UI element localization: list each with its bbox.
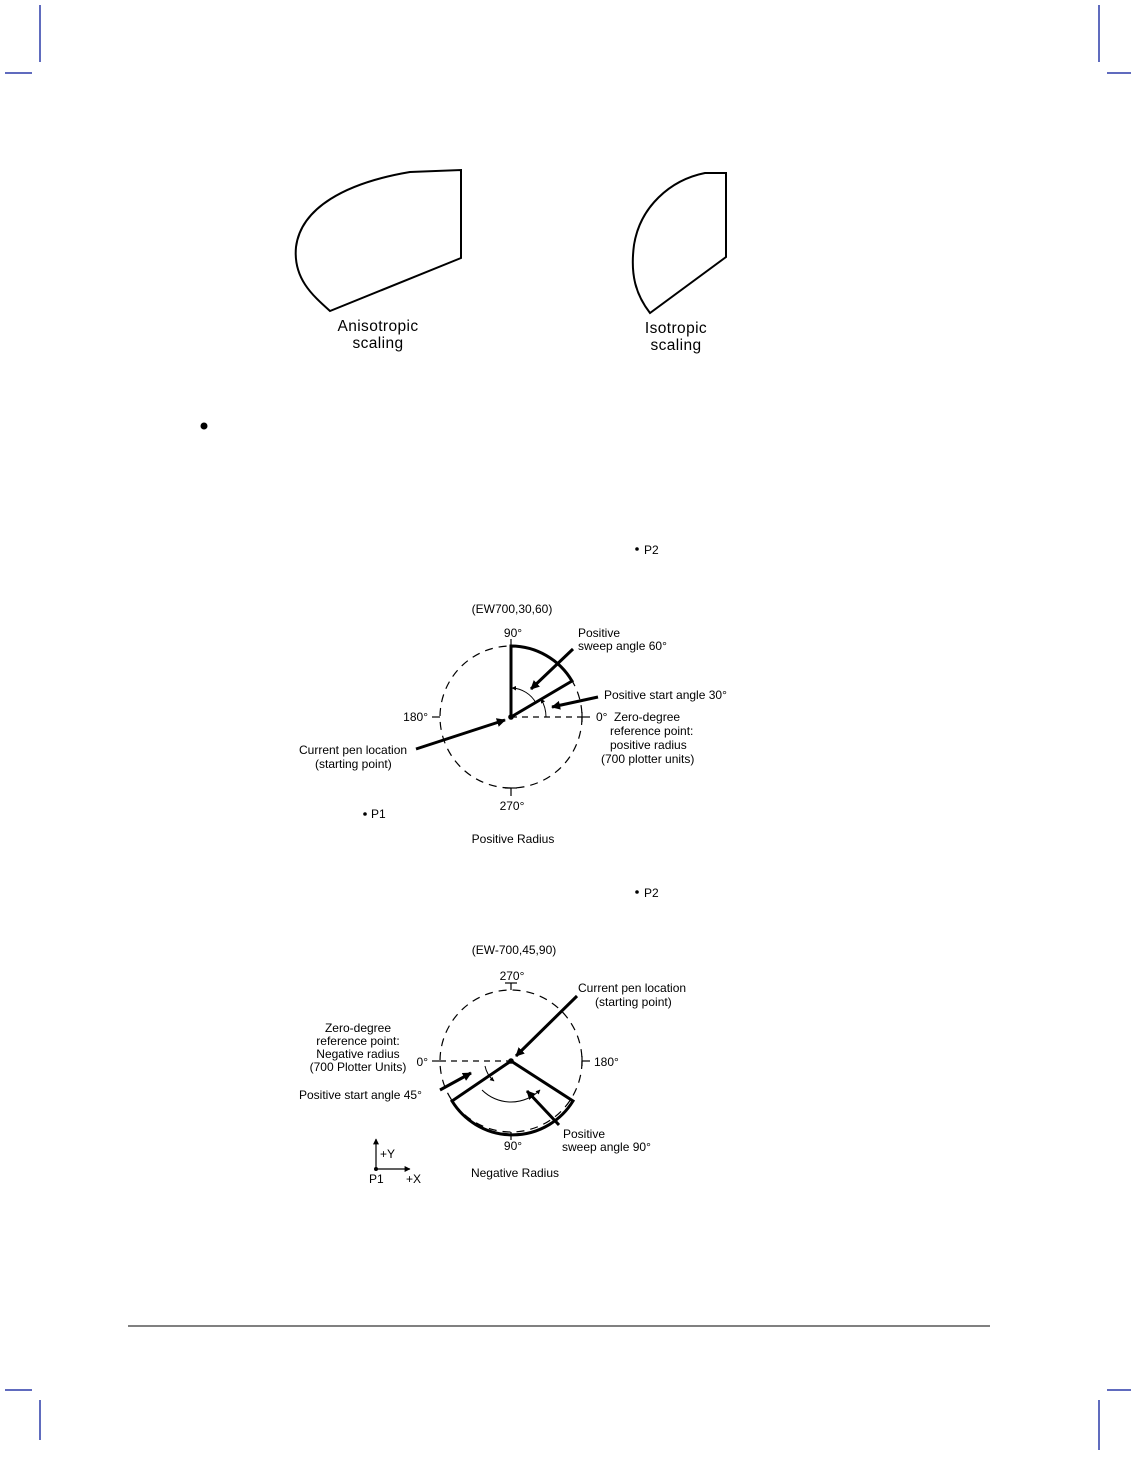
start-arrow bbox=[440, 1073, 471, 1090]
center-point bbox=[508, 714, 514, 720]
zero-ref-line1: Zero-degree bbox=[614, 710, 681, 724]
axes-indicator bbox=[369, 1139, 421, 1186]
figure-positive-radius bbox=[299, 543, 727, 846]
pen-location-line1: Current pen location bbox=[578, 981, 687, 995]
p2-point bbox=[635, 547, 639, 551]
angle-270-label: 270° bbox=[499, 969, 525, 983]
angle-90-label: 90° bbox=[503, 626, 523, 640]
angle-180-label: 180° bbox=[594, 1055, 619, 1069]
angle-180-label: 180° bbox=[403, 710, 428, 724]
isotropic-label-line2: scaling bbox=[650, 337, 702, 354]
caption-negative-radius: Negative Radius bbox=[470, 1166, 560, 1180]
caption-positive-radius: Positive Radius bbox=[471, 832, 555, 846]
sweep-angle-label-line2: sweep angle 90° bbox=[562, 1140, 651, 1154]
sweep-angle-label-line1: Positive bbox=[563, 1127, 606, 1141]
sweep-angle-arc bbox=[512, 688, 536, 703]
start-angle-arc bbox=[541, 699, 546, 717]
command-label: (EW700,30,60) bbox=[471, 602, 553, 616]
zero-ref-line4: (700 plotter units) bbox=[601, 752, 695, 766]
start-arrow bbox=[552, 697, 598, 707]
sweep-angle-label-line2: sweep angle 60° bbox=[578, 639, 667, 653]
crop-marks bbox=[5, 5, 1131, 1450]
y-axis-label: +Y bbox=[380, 1147, 396, 1161]
p1-point bbox=[374, 1167, 378, 1171]
pen-location-line1: Current pen location bbox=[299, 743, 408, 757]
pen-location-line2: (starting point) bbox=[595, 995, 672, 1009]
figure-negative-radius bbox=[299, 886, 686, 1186]
anisotropic-shape bbox=[296, 170, 461, 311]
zero-ref-line3: Negative radius bbox=[316, 1047, 400, 1061]
zero-ref-line4: (700 Plotter Units) bbox=[309, 1060, 407, 1074]
zero-ref-line2: reference point: bbox=[316, 1034, 400, 1048]
start-angle-label: Positive start angle 45° bbox=[299, 1088, 422, 1102]
p2-label: P2 bbox=[644, 543, 659, 557]
isotropic-label-line1: Isotropic bbox=[644, 320, 708, 337]
angle-90-label: 90° bbox=[503, 1139, 523, 1153]
sweep-arrow bbox=[527, 1091, 559, 1125]
center-point bbox=[508, 1058, 514, 1064]
pen-location-arrow bbox=[416, 720, 505, 749]
sweep-angle-label-line1: Positive bbox=[578, 626, 621, 640]
angle-270-label: 270° bbox=[499, 799, 525, 813]
zero-ref-line1: Zero-degree bbox=[324, 1021, 392, 1035]
p1-label: P1 bbox=[371, 807, 386, 821]
p1-label: P1 bbox=[369, 1172, 384, 1186]
angle-0-label: 0° bbox=[596, 710, 608, 724]
angle-0-label: 0° bbox=[416, 1055, 428, 1069]
isotropic-shape bbox=[633, 173, 726, 313]
start-angle-label: Positive start angle 30° bbox=[604, 688, 727, 702]
p1-point bbox=[363, 812, 367, 816]
zero-ref-line2: reference point: bbox=[610, 724, 694, 738]
pen-location-line2: (starting point) bbox=[315, 757, 392, 771]
command-label: (EW-700,45,90) bbox=[471, 943, 557, 957]
pen-location-arrow bbox=[516, 996, 577, 1056]
zero-ref-line3: positive radius bbox=[610, 738, 687, 752]
x-axis-label: +X bbox=[406, 1172, 422, 1186]
p2-point bbox=[635, 890, 639, 894]
p2-label: P2 bbox=[644, 886, 659, 900]
anisotropic-label-line2: scaling bbox=[352, 335, 404, 352]
anisotropic-label-line1: Anisotropic bbox=[337, 318, 419, 335]
bullet-point bbox=[201, 423, 208, 430]
